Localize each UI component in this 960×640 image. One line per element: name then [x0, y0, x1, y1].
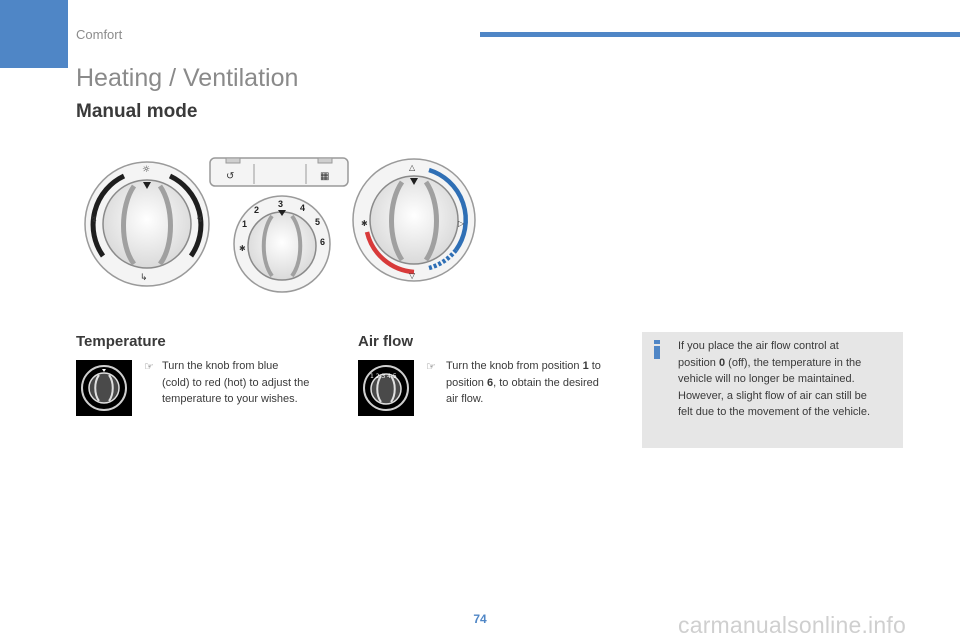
- note-line: If you place the air flow control at: [678, 340, 839, 352]
- info-icon: [650, 340, 664, 359]
- header-rule: [480, 32, 960, 37]
- fan-knob: [234, 196, 330, 292]
- temperature-knob-thumbnail: [76, 360, 132, 416]
- note-line: vehicle will no longer be maintained.: [678, 373, 855, 385]
- svg-text:✱: ✱: [361, 219, 368, 228]
- button-panel: [210, 158, 348, 186]
- svg-text:△: △: [409, 163, 416, 172]
- page-number: 74: [473, 612, 487, 626]
- airflow-knob-thumbnail: [358, 360, 414, 416]
- temperature-step-line: Turn the knob from blue: [162, 360, 279, 372]
- fan-scale-5: 5: [315, 217, 321, 227]
- svg-text:▦: ▦: [320, 171, 330, 182]
- section-marker: [0, 0, 68, 68]
- svg-text:↳: ↳: [140, 273, 148, 283]
- temperature-step-line: temperature to your wishes.: [162, 393, 298, 405]
- fan-scale-1: 1: [242, 219, 248, 229]
- info-note-text: [678, 338, 898, 421]
- note-line: However, a slight flow of air can still be: [678, 389, 867, 402]
- svg-text:↺: ↺: [226, 171, 235, 182]
- svg-text:☼: ☼: [142, 165, 151, 175]
- svg-text:▽: ▽: [409, 271, 416, 280]
- fan-scale-6: 6: [320, 237, 326, 247]
- fan-scale-2: 2: [254, 205, 260, 215]
- heater-control-illustration: [84, 156, 480, 296]
- svg-text:↯: ↯: [90, 215, 98, 225]
- svg-text:1 2 3 4 5: 1 2 3 4 5: [370, 373, 397, 380]
- watermark: carmanualsonline.info: [678, 612, 906, 638]
- page-subtitle: Manual mode: [76, 101, 198, 122]
- page-title: Heating / Ventilation: [76, 64, 299, 92]
- section-name: Comfort: [76, 27, 123, 42]
- bullet-icon: ☞: [426, 361, 436, 373]
- airflow-step-line: position 6, to obtain the desired: [446, 376, 599, 389]
- bullet-icon: ☞: [144, 361, 154, 373]
- distribution-knob: [85, 162, 209, 286]
- airflow-step-line: Turn the knob from position 1 to: [446, 360, 601, 372]
- svg-text:✱: ✱: [239, 244, 246, 253]
- svg-text:↯: ↯: [196, 215, 204, 225]
- airflow-step-line: air flow.: [446, 393, 484, 405]
- airflow-heading: Air flow: [358, 333, 413, 350]
- airflow-step-text: [446, 358, 631, 408]
- temperature-step-text: [162, 358, 342, 408]
- fan-scale-4: 4: [300, 203, 306, 213]
- note-line: position 0 (off), the temperature in the: [678, 356, 862, 369]
- temperature-knob: [353, 159, 475, 281]
- fan-scale-3: 3: [278, 199, 284, 209]
- temperature-heading: Temperature: [76, 333, 166, 350]
- temperature-step-line: (cold) to red (hot) to adjust the: [162, 376, 310, 389]
- svg-text:▷: ▷: [458, 219, 465, 228]
- note-line: felt due to the movement of the vehicle.: [678, 406, 871, 418]
